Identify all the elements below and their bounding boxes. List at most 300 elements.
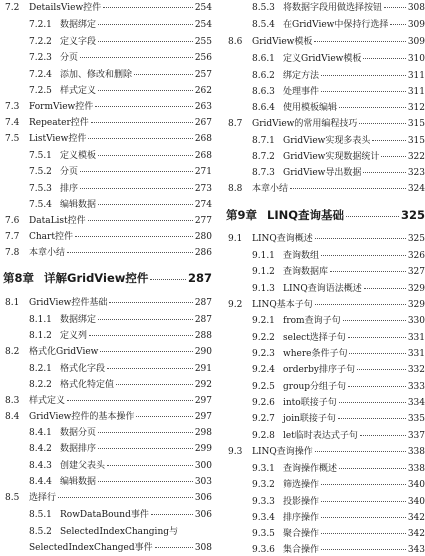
toc-page-number: 325: [407, 234, 425, 244]
toc-entry-title: SelectedIndexChanged事件: [29, 543, 153, 553]
toc-leader-dots: [151, 514, 193, 515]
toc-leader-dots: [360, 435, 406, 436]
toc-leader-dots: [98, 448, 193, 449]
toc-entry: [223, 151, 425, 163]
toc-entry: [0, 411, 212, 423]
toc-entry: [0, 133, 212, 145]
toc-entry-title: GridView控件基础: [29, 298, 108, 308]
toc-leader-dots: [384, 7, 406, 8]
toc-entry: [0, 330, 212, 342]
toc-entry-title: 数据排序: [60, 444, 97, 454]
toc-leader-dots: [338, 418, 406, 419]
toc-entry: [223, 70, 425, 82]
toc-leader-dots: [321, 75, 406, 76]
toc-entry: [0, 542, 212, 554]
toc-leader-dots: [357, 369, 406, 370]
toc-page-number: 290: [194, 347, 212, 357]
toc-page-number: 274: [194, 200, 212, 210]
toc-leader-dots: [321, 549, 406, 550]
toc-entry-number: 9.2.3: [252, 349, 275, 359]
toc-entry-number: 7.2.5: [29, 86, 52, 96]
toc-page-number: 312: [407, 103, 425, 113]
toc-entry: [223, 430, 425, 442]
toc-entry-number: 8.7: [228, 119, 243, 129]
toc-entry: [223, 381, 425, 393]
toc-entry-title: 定义模板: [60, 151, 97, 161]
toc-entry-title: Repeater控件: [29, 118, 89, 128]
toc-leader-dots: [339, 468, 406, 469]
toc-entry-number: 第9章: [226, 208, 258, 222]
toc-entry: [223, 86, 425, 98]
toc-entry-number: 7.2: [5, 3, 20, 13]
toc-leader-dots: [314, 41, 405, 42]
toc-page-number: 286: [194, 248, 212, 258]
toc-leader-dots: [321, 501, 406, 502]
toc-entry-number: 8.6.1: [252, 54, 275, 64]
toc-entry-title: GridView控件的基本操作: [29, 412, 135, 422]
toc-entry: [223, 364, 425, 376]
toc-leader-dots: [359, 123, 405, 124]
toc-entry-number: 9.1.1: [252, 251, 275, 261]
toc-entry-title: 绑定方法: [283, 71, 320, 81]
toc-page-number: 340: [407, 480, 425, 490]
toc-entry: [0, 2, 212, 14]
toc-entry: [223, 183, 425, 195]
toc-leader-dots: [98, 90, 193, 91]
toc-leader-dots: [363, 58, 405, 59]
toc-page-number: 334: [407, 398, 425, 408]
toc-entry: [0, 379, 212, 391]
toc-entry-number: 8.8: [228, 184, 243, 194]
toc-leader-dots: [321, 517, 406, 518]
toc-page-number: 310: [407, 54, 425, 64]
toc-entry: [223, 299, 425, 311]
toc-page-number: 280: [194, 232, 212, 242]
toc-leader-dots: [98, 204, 193, 205]
toc-leader-dots: [339, 107, 406, 108]
toc-leader-dots: [98, 155, 193, 156]
toc-leader-dots: [100, 351, 192, 352]
toc-entry-number: 8.1: [5, 298, 20, 308]
toc-page-number: 342: [407, 529, 425, 539]
toc-page-number: 297: [194, 412, 212, 422]
toc-entry-title: let临时表达式子句: [283, 431, 358, 441]
toc-entry-number: 9.3.6: [252, 545, 275, 555]
toc-entry: [223, 167, 425, 179]
toc-entry: [0, 19, 212, 31]
toc-entry-number: 8.1.1: [29, 315, 52, 325]
toc-entry-number: 8.4.1: [29, 428, 52, 438]
toc-entry-title: LINQ基本子句: [252, 300, 313, 310]
toc-entry: [223, 463, 425, 475]
toc-entry-title: 定义GridView模板: [283, 54, 362, 64]
toc-page-number: 322: [407, 152, 425, 162]
toc-entry: [223, 118, 425, 130]
toc-entry: [223, 250, 425, 262]
toc-page-number: 340: [407, 497, 425, 507]
toc-entry: [223, 266, 425, 278]
toc-entry: [0, 395, 212, 407]
toc-entry: [223, 348, 425, 360]
toc-entry: [223, 332, 425, 344]
toc-chapter-heading: [223, 208, 425, 222]
toc-entry-number: 7.2.1: [29, 20, 52, 30]
toc-entry-number: 8.3: [5, 396, 20, 406]
toc-leader-dots: [321, 484, 406, 485]
toc-entry: [0, 247, 212, 259]
toc-entry-title: 在GridView中保持行选择: [283, 20, 389, 30]
toc-entry: [0, 363, 212, 375]
toc-entry-title: 处理事件: [283, 87, 320, 97]
toc-entry-title: 聚合操作: [283, 529, 320, 539]
toc-entry-title: 分页: [60, 53, 79, 63]
toc-entry-number: 9.1: [228, 234, 243, 244]
toc-entry-title: 定义列: [60, 331, 88, 341]
toc-entry-title: ListView控件: [29, 134, 87, 144]
toc-entry-title: LINQ查询概述: [252, 234, 313, 244]
toc-leader-dots: [116, 384, 193, 385]
toc-page-number: 254: [194, 3, 212, 13]
toc-page-number: 331: [407, 349, 425, 359]
toc-leader-dots: [103, 7, 193, 8]
toc-entry-title: 创建父表头: [60, 461, 106, 471]
toc-page-number: 256: [194, 53, 212, 63]
toc-entry-title: 使用模板编辑: [283, 103, 338, 113]
toc-leader-dots: [109, 302, 192, 303]
toc-entry: [223, 446, 425, 458]
toc-entry-number: 9.3.1: [252, 464, 275, 474]
toc-leader-dots: [88, 220, 193, 221]
toc-page-number: 287: [187, 271, 212, 285]
toc-entry: [0, 101, 212, 113]
toc-entry: [223, 283, 425, 295]
toc-page-number: 329: [407, 300, 425, 310]
toc-entry: [0, 346, 212, 358]
toc-page-number: 309: [407, 20, 425, 30]
toc-entry-number: 8.5.4: [252, 20, 275, 30]
toc-entry-title: 数据绑定: [60, 20, 97, 30]
toc-entry: [0, 492, 212, 504]
toc-entry-title: 样式定义: [29, 396, 66, 406]
toc-leader-dots: [363, 172, 405, 173]
toc-page-number: 273: [194, 184, 212, 194]
toc-entry: [0, 476, 212, 488]
toc-page-number: 326: [407, 251, 425, 261]
toc-leader-dots: [290, 188, 406, 189]
toc-entry-title: SelectedIndexChanging与: [60, 527, 178, 537]
toc-entry-title: 查询数据库: [283, 267, 329, 277]
toc-leader-dots: [321, 91, 406, 92]
toc-page-number: 268: [194, 151, 212, 161]
toc-page-number: 327: [407, 267, 425, 277]
toc-entry-title: 本章小结: [252, 184, 289, 194]
toc-leader-dots: [75, 236, 193, 237]
toc-page-number: 257: [194, 70, 212, 80]
toc-entry-title: FormView控件: [29, 102, 94, 112]
toc-entry: [0, 509, 212, 521]
toc-entry-title: 筛选操作: [283, 480, 320, 490]
toc-page-number: 288: [194, 331, 212, 341]
toc-entry: [0, 36, 212, 48]
toc-entry: [223, 19, 425, 31]
toc-entry: [223, 53, 425, 65]
toc-entry-title: orderby排序子句: [283, 365, 355, 375]
toc-leader-dots: [98, 319, 193, 320]
toc-entry-number: 8.4.4: [29, 477, 52, 487]
toc-leader-dots: [95, 106, 193, 107]
toc-entry-number: 8.5.1: [29, 510, 52, 520]
toc-entry-title: GridView实现多表头: [283, 136, 371, 146]
toc-entry-number: 9.1.3: [252, 284, 275, 294]
toc-entry: [223, 496, 425, 508]
toc-entry-number: 8.4: [5, 412, 20, 422]
toc-page-number: 337: [407, 431, 425, 441]
toc-entry-title: 分页: [60, 167, 79, 177]
toc-entry-title: 添加、修改和删除: [60, 70, 133, 80]
toc-entry-number: 9.2: [228, 300, 243, 310]
toc-leader-dots: [315, 451, 406, 452]
toc-entry-number: 8.7.1: [252, 136, 275, 146]
toc-leader-dots: [343, 320, 406, 321]
toc-entry-number: 8.4.3: [29, 461, 52, 471]
toc-leader-dots: [155, 547, 193, 548]
toc-entry: [223, 397, 425, 409]
toc-entry-number: 9.2.5: [252, 382, 275, 392]
toc-leader-dots: [107, 465, 193, 466]
toc-entry-number: 7.5: [5, 134, 20, 144]
toc-entry: [223, 479, 425, 491]
toc-entry-number: 8.1.2: [29, 331, 52, 341]
toc-leader-dots: [67, 400, 193, 401]
toc-entry-number: 7.5.4: [29, 200, 52, 210]
toc-entry-title: where条件子句: [283, 349, 348, 359]
toc-entry: [223, 135, 425, 147]
toc-leader-dots: [91, 122, 193, 123]
toc-entry: [0, 297, 212, 309]
toc-entry-title: 数据绑定: [60, 315, 97, 325]
toc-entry-title: DataList控件: [29, 216, 86, 226]
toc-entry: [223, 233, 425, 245]
toc-entry-title: LINQ查询语法概述: [283, 284, 362, 294]
toc-page-number: 309: [407, 37, 425, 47]
toc-entry-number: 8.6.4: [252, 103, 275, 113]
toc-entry-number: 9.1.2: [252, 267, 275, 277]
toc-entry-title: 定义字段: [60, 37, 97, 47]
toc-entry-number: 8.2.1: [29, 364, 52, 374]
toc-leader-dots: [150, 279, 186, 280]
toc-entry-title: 详解GridView控件: [44, 271, 149, 285]
toc-leader-dots: [89, 335, 193, 336]
toc-entry-number: 9.2.8: [252, 431, 275, 441]
toc-entry: [223, 544, 425, 556]
toc-leader-dots: [98, 24, 193, 25]
toc-page-number: 329: [407, 284, 425, 294]
toc-leader-dots: [315, 304, 406, 305]
toc-entry-title: GridView实现数据统计: [283, 152, 380, 162]
toc-page-number: 297: [194, 396, 212, 406]
toc-entry-number: 9.3.3: [252, 497, 275, 507]
toc-entry-number: 8.2: [5, 347, 20, 357]
toc-leader-dots: [80, 171, 193, 172]
toc-entry-title: 格式化字段: [60, 364, 106, 374]
toc-entry-number: 9.2.4: [252, 365, 275, 375]
toc-entry: [0, 52, 212, 64]
toc-entry-title: 投影操作: [283, 497, 320, 507]
toc-entry-number: 8.6.3: [252, 87, 275, 97]
toc-entry: [223, 528, 425, 540]
toc-page-number: 338: [407, 464, 425, 474]
toc-page-number: 298: [194, 428, 212, 438]
toc-leader-dots: [364, 288, 406, 289]
toc-leader-dots: [339, 402, 406, 403]
toc-leader-dots: [330, 271, 406, 272]
toc-entry-title: RowDataBound事件: [60, 510, 149, 520]
toc-entry-number: 9.2.2: [252, 333, 275, 343]
toc-entry: [0, 526, 212, 538]
toc-entry: [0, 314, 212, 326]
toc-entry-title: 集合操作: [283, 545, 320, 555]
toc-page-number: 342: [407, 513, 425, 523]
toc-leader-dots: [67, 252, 193, 253]
toc-entry: [223, 36, 425, 48]
toc-leader-dots: [390, 24, 405, 25]
toc-leader-dots: [348, 337, 406, 338]
toc-entry: [223, 512, 425, 524]
toc-entry: [0, 231, 212, 243]
toc-entry-title: 本章小结: [29, 248, 66, 258]
toc-page-number: 331: [407, 333, 425, 343]
toc-page-number: 268: [194, 134, 212, 144]
toc-entry-title: GridView的常用编程技巧: [252, 119, 358, 129]
toc-entry: [0, 199, 212, 211]
toc-page-number: 306: [194, 493, 212, 503]
toc-entry: [0, 166, 212, 178]
toc-leader-dots: [346, 216, 399, 217]
toc-page-number: 306: [194, 510, 212, 520]
toc-page-number: 332: [407, 365, 425, 375]
toc-page-number: 323: [407, 168, 425, 178]
toc-entry-number: 9.3: [228, 447, 243, 457]
toc-leader-dots: [134, 74, 193, 75]
toc-entry-title: into联接子句: [283, 398, 337, 408]
toc-page-number: 271: [194, 167, 212, 177]
toc-entry-number: 7.2.3: [29, 53, 52, 63]
toc-entry: [0, 69, 212, 81]
toc-leader-dots: [98, 481, 193, 482]
toc-page-number: 311: [407, 71, 425, 81]
toc-entry-number: 8.6: [228, 37, 243, 47]
toc-page-number: 292: [194, 380, 212, 390]
toc-page-number: 330: [407, 316, 425, 326]
toc-entry-title: group分组子句: [283, 382, 347, 392]
toc-leader-dots: [321, 533, 406, 534]
toc-entry-title: 查询操作概述: [283, 464, 338, 474]
toc-leader-dots: [107, 368, 193, 369]
toc-chapter-heading: [0, 271, 212, 285]
toc-page-number: 262: [194, 86, 212, 96]
toc-page-number: 333: [407, 382, 425, 392]
toc-entry-number: 7.5.3: [29, 184, 52, 194]
toc-leader-dots: [98, 432, 193, 433]
toc-page-number: 343: [407, 545, 425, 555]
toc-entry: [0, 150, 212, 162]
toc-leader-dots: [80, 188, 193, 189]
toc-page-number: 308: [194, 543, 212, 553]
toc-page-number: 335: [407, 414, 425, 424]
toc-entry: [0, 183, 212, 195]
toc-entry-number: 8.5.3: [252, 3, 275, 13]
toc-entry-number: 7.7: [5, 232, 20, 242]
toc-page-number: 291: [194, 364, 212, 374]
toc-entry-title: 样式定义: [60, 86, 97, 96]
toc-page-number: 277: [194, 216, 212, 226]
toc-leader-dots: [80, 57, 193, 58]
toc-entry-title: 将数据字段用做选择按钮: [283, 3, 383, 13]
toc-entry-number: 7.2.2: [29, 37, 52, 47]
toc-page-number: 338: [407, 447, 425, 457]
toc-entry-title: DetailsView控件: [29, 3, 102, 13]
toc-leader-dots: [321, 255, 406, 256]
toc-entry: [0, 215, 212, 227]
toc-entry-number: 7.8: [5, 248, 20, 258]
toc-leader-dots: [381, 156, 405, 157]
toc-entry: [223, 2, 425, 14]
toc-page-number: 263: [194, 102, 212, 112]
toc-entry-title: GridView导出数据: [283, 168, 362, 178]
toc-entry: [223, 102, 425, 114]
toc-page-number: 308: [407, 3, 425, 13]
toc-entry-number: 9.3.2: [252, 480, 275, 490]
toc-entry-number: 7.5.1: [29, 151, 52, 161]
toc-entry-title: 编辑数据: [60, 477, 97, 487]
toc-entry-title: LINQ查询操作: [252, 447, 313, 457]
toc-entry-number: 8.2.2: [29, 380, 52, 390]
toc-leader-dots: [98, 41, 193, 42]
toc-entry-title: 选择行: [29, 493, 57, 503]
toc-entry-number: 8.5: [5, 493, 20, 503]
toc-entry-title: 数据分页: [60, 428, 97, 438]
toc-page-number: 299: [194, 444, 212, 454]
toc-entry-number: 7.5.2: [29, 167, 52, 177]
toc-entry: [0, 85, 212, 97]
toc-page-number: 300: [194, 461, 212, 471]
toc-entry: [0, 443, 212, 455]
toc-entry-number: 8.5.2: [29, 527, 52, 537]
toc-entry: [0, 427, 212, 439]
toc-entry-title: 格式化特定值: [60, 380, 115, 390]
toc-page-number: 287: [194, 298, 212, 308]
toc-entry-title: 排序操作: [283, 513, 320, 523]
toc-leader-dots: [58, 497, 193, 498]
toc-entry-title: Chart控件: [29, 232, 73, 242]
toc-page-number: 255: [194, 37, 212, 47]
toc-entry-number: 9.3.5: [252, 529, 275, 539]
toc-page-number: 315: [407, 119, 425, 129]
toc-page-number: 315: [407, 136, 425, 146]
toc-entry: [223, 315, 425, 327]
toc-entry-title: 查询数组: [283, 251, 320, 261]
toc-entry-number: 9.2.6: [252, 398, 275, 408]
toc-entry: [0, 117, 212, 129]
toc-entry: [223, 413, 425, 425]
toc-entry-number: 7.6: [5, 216, 20, 226]
toc-entry: [0, 460, 212, 472]
toc-entry-title: LINQ查询基础: [267, 208, 345, 222]
toc-page-number: 267: [194, 118, 212, 128]
toc-entry-number: 7.3: [5, 102, 20, 112]
toc-entry-title: join联接子句: [283, 414, 336, 424]
toc-page-number: 324: [407, 184, 425, 194]
